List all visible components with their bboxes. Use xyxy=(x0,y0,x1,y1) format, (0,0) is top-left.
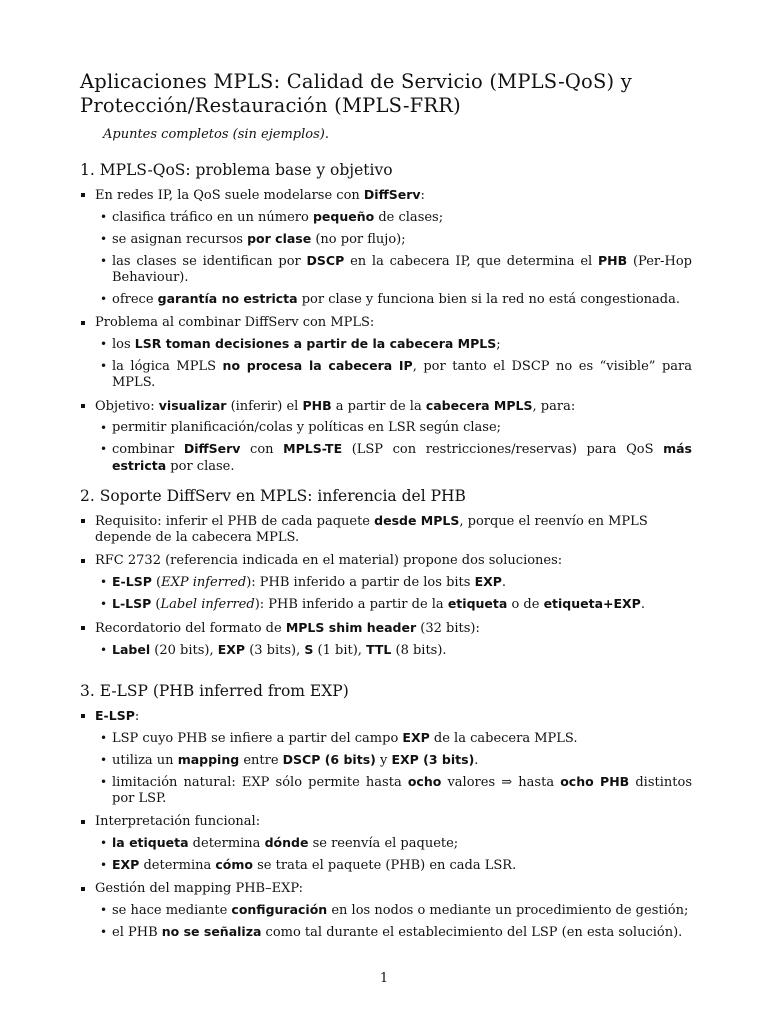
list-item: • limitación natural: EXP sólo permite hasta ocho valores ⇒ hasta ocho PHB distintos por LSP. xyxy=(95,774,692,807)
list-item: Gestión del mapping PHB–EXP: • se hace mediante configuración en los nodos o mediante un procedimiento de gestión; • el PHB no se señaliza como tal durante el establecimiento del LSP (en esta solución). xyxy=(80,881,692,941)
page-number: 1 xyxy=(379,971,389,986)
bullet-list xyxy=(80,513,692,659)
list-item: • el PHB no se señaliza como tal durante el establecimiento del LSP (en esta solución). xyxy=(95,924,692,941)
subtitle: Apuntes completos (sin ejemplos). xyxy=(103,127,329,142)
section-1 xyxy=(80,160,692,475)
bullet-list xyxy=(80,187,692,475)
list-item: • se asignan recursos por clase (no por flujo); xyxy=(95,231,692,248)
list-item: • E-LSP (EXP inferred): PHB inferido a partir de los bits EXP. xyxy=(95,574,692,591)
list-item: En redes IP, la QoS suele modelarse con DiffServ: • clasifica tráfico en un número pequeño de clases; • se asignan recursos por clase (no por flujo); • las clases se identifican por DSCP en la cabecera IP, que determina el PHB (Per-Hop Behaviour). • ofrece garantía no estricta por clase y funciona bien si la red no está congestionada. xyxy=(80,187,692,308)
sub-list xyxy=(95,420,692,475)
list-item: • se hace mediante configuración en los nodos o mediante un procedimiento de gestión; xyxy=(95,902,692,919)
list-item: • la etiqueta determina dónde se reenvía el paquete; xyxy=(95,835,692,852)
sub-list xyxy=(95,642,692,659)
list-item: • EXP determina cómo se trata el paquete (PHB) en cada LSR. xyxy=(95,857,692,874)
list-item: RFC 2732 (referencia indicada en el material) propone dos soluciones: • E-LSP (EXP inferred): PHB inferido a partir de los bits EXP. • L-LSP (Label inferred): PHB inferido a partir de la etiqueta o de etiqueta+EXP. xyxy=(80,553,692,613)
list-item: • la lógica MPLS no procesa la cabecera IP, por tanto el DSCP no es “visible” para MPLS. xyxy=(95,358,692,391)
list-item: • LSP cuyo PHB se infiere a partir del campo EXP de la cabecera MPLS. xyxy=(95,730,692,747)
section-3 xyxy=(80,681,692,941)
list-item: Objetivo: visualizar (inferir) el PHB a partir de la cabecera MPLS, para: • permitir planificación/colas y políticas en LSR según clase; • combinar DiffServ con MPLS-TE (LSP con restricciones/reservas) para QoS más estricta por clase. xyxy=(80,398,692,475)
list-item: • ofrece garantía no estricta por clase y funciona bien si la red no está congestionada. xyxy=(95,291,692,308)
section-heading: 2. Soporte DiffServ en MPLS: inferencia del PHB xyxy=(80,487,466,505)
sub-list xyxy=(95,574,692,613)
list-item: • clasifica tráfico en un número pequeño de clases; xyxy=(95,209,692,226)
section-heading: 3. E-LSP (PHB inferred from EXP) xyxy=(80,682,349,700)
page-title: Aplicaciones MPLS: Calidad de Servicio (MPLS-QoS) y Protección/Restauración (MPLS-FRR) xyxy=(80,70,632,117)
list-item: Problema al combinar DiffServ con MPLS: • los LSR toman decisiones a partir de la cabecera MPLS; • la lógica MPLS no procesa la cabecera IP, por tanto el DSCP no es “visible” para MPLS. xyxy=(80,315,692,391)
list-item: • L-LSP (Label inferred): PHB inferido a partir de la etiqueta o de etiqueta+EXP. xyxy=(95,596,692,613)
sub-list xyxy=(95,835,692,874)
list-item: • los LSR toman decisiones a partir de la cabecera MPLS; xyxy=(95,336,692,353)
sub-list xyxy=(95,902,692,941)
section-heading: 1. MPLS-QoS: problema base y objetivo xyxy=(80,161,393,179)
list-item: Interpretación funcional: • la etiqueta determina dónde se reenvía el paquete; • EXP determina cómo se trata el paquete (PHB) en cada LSR. xyxy=(80,814,692,874)
list-item: E-LSP: • LSP cuyo PHB se infiere a partir del campo EXP de la cabecera MPLS. • utiliza un mapping entre DSCP (6 bits) y EXP (3 bits). • limitación natural: EXP sólo permite hasta ocho valores ⇒ hasta ocho PHB distintos por LSP. xyxy=(80,708,692,807)
list-item: • las clases se identifican por DSCP en la cabecera IP, que determina el PHB (Per-Hop Behaviour). xyxy=(95,253,692,286)
list-item: • Label (20 bits), EXP (3 bits), S (1 bit), TTL (8 bits). xyxy=(95,642,692,659)
bullet-list xyxy=(80,708,692,941)
section-2 xyxy=(80,486,692,659)
sub-list xyxy=(95,730,692,807)
sub-list xyxy=(95,336,692,391)
sub-list xyxy=(95,209,692,308)
list-item: Requisito: inferir el PHB de cada paquete desde MPLS, porque el reenvío en MPLS depende de la cabecera MPLS. xyxy=(80,513,692,546)
list-item: • utiliza un mapping entre DSCP (6 bits) y EXP (3 bits). xyxy=(95,752,692,769)
list-item: • combinar DiffServ con MPLS-TE (LSP con restricciones/reservas) para QoS más estricta por clase. xyxy=(95,441,692,475)
list-item: Recordatorio del formato de MPLS shim header (32 bits): • Label (20 bits), EXP (3 bits), S (1 bit), TTL (8 bits). xyxy=(80,620,692,659)
list-item: • permitir planificación/colas y políticas en LSR según clase; xyxy=(95,420,692,436)
